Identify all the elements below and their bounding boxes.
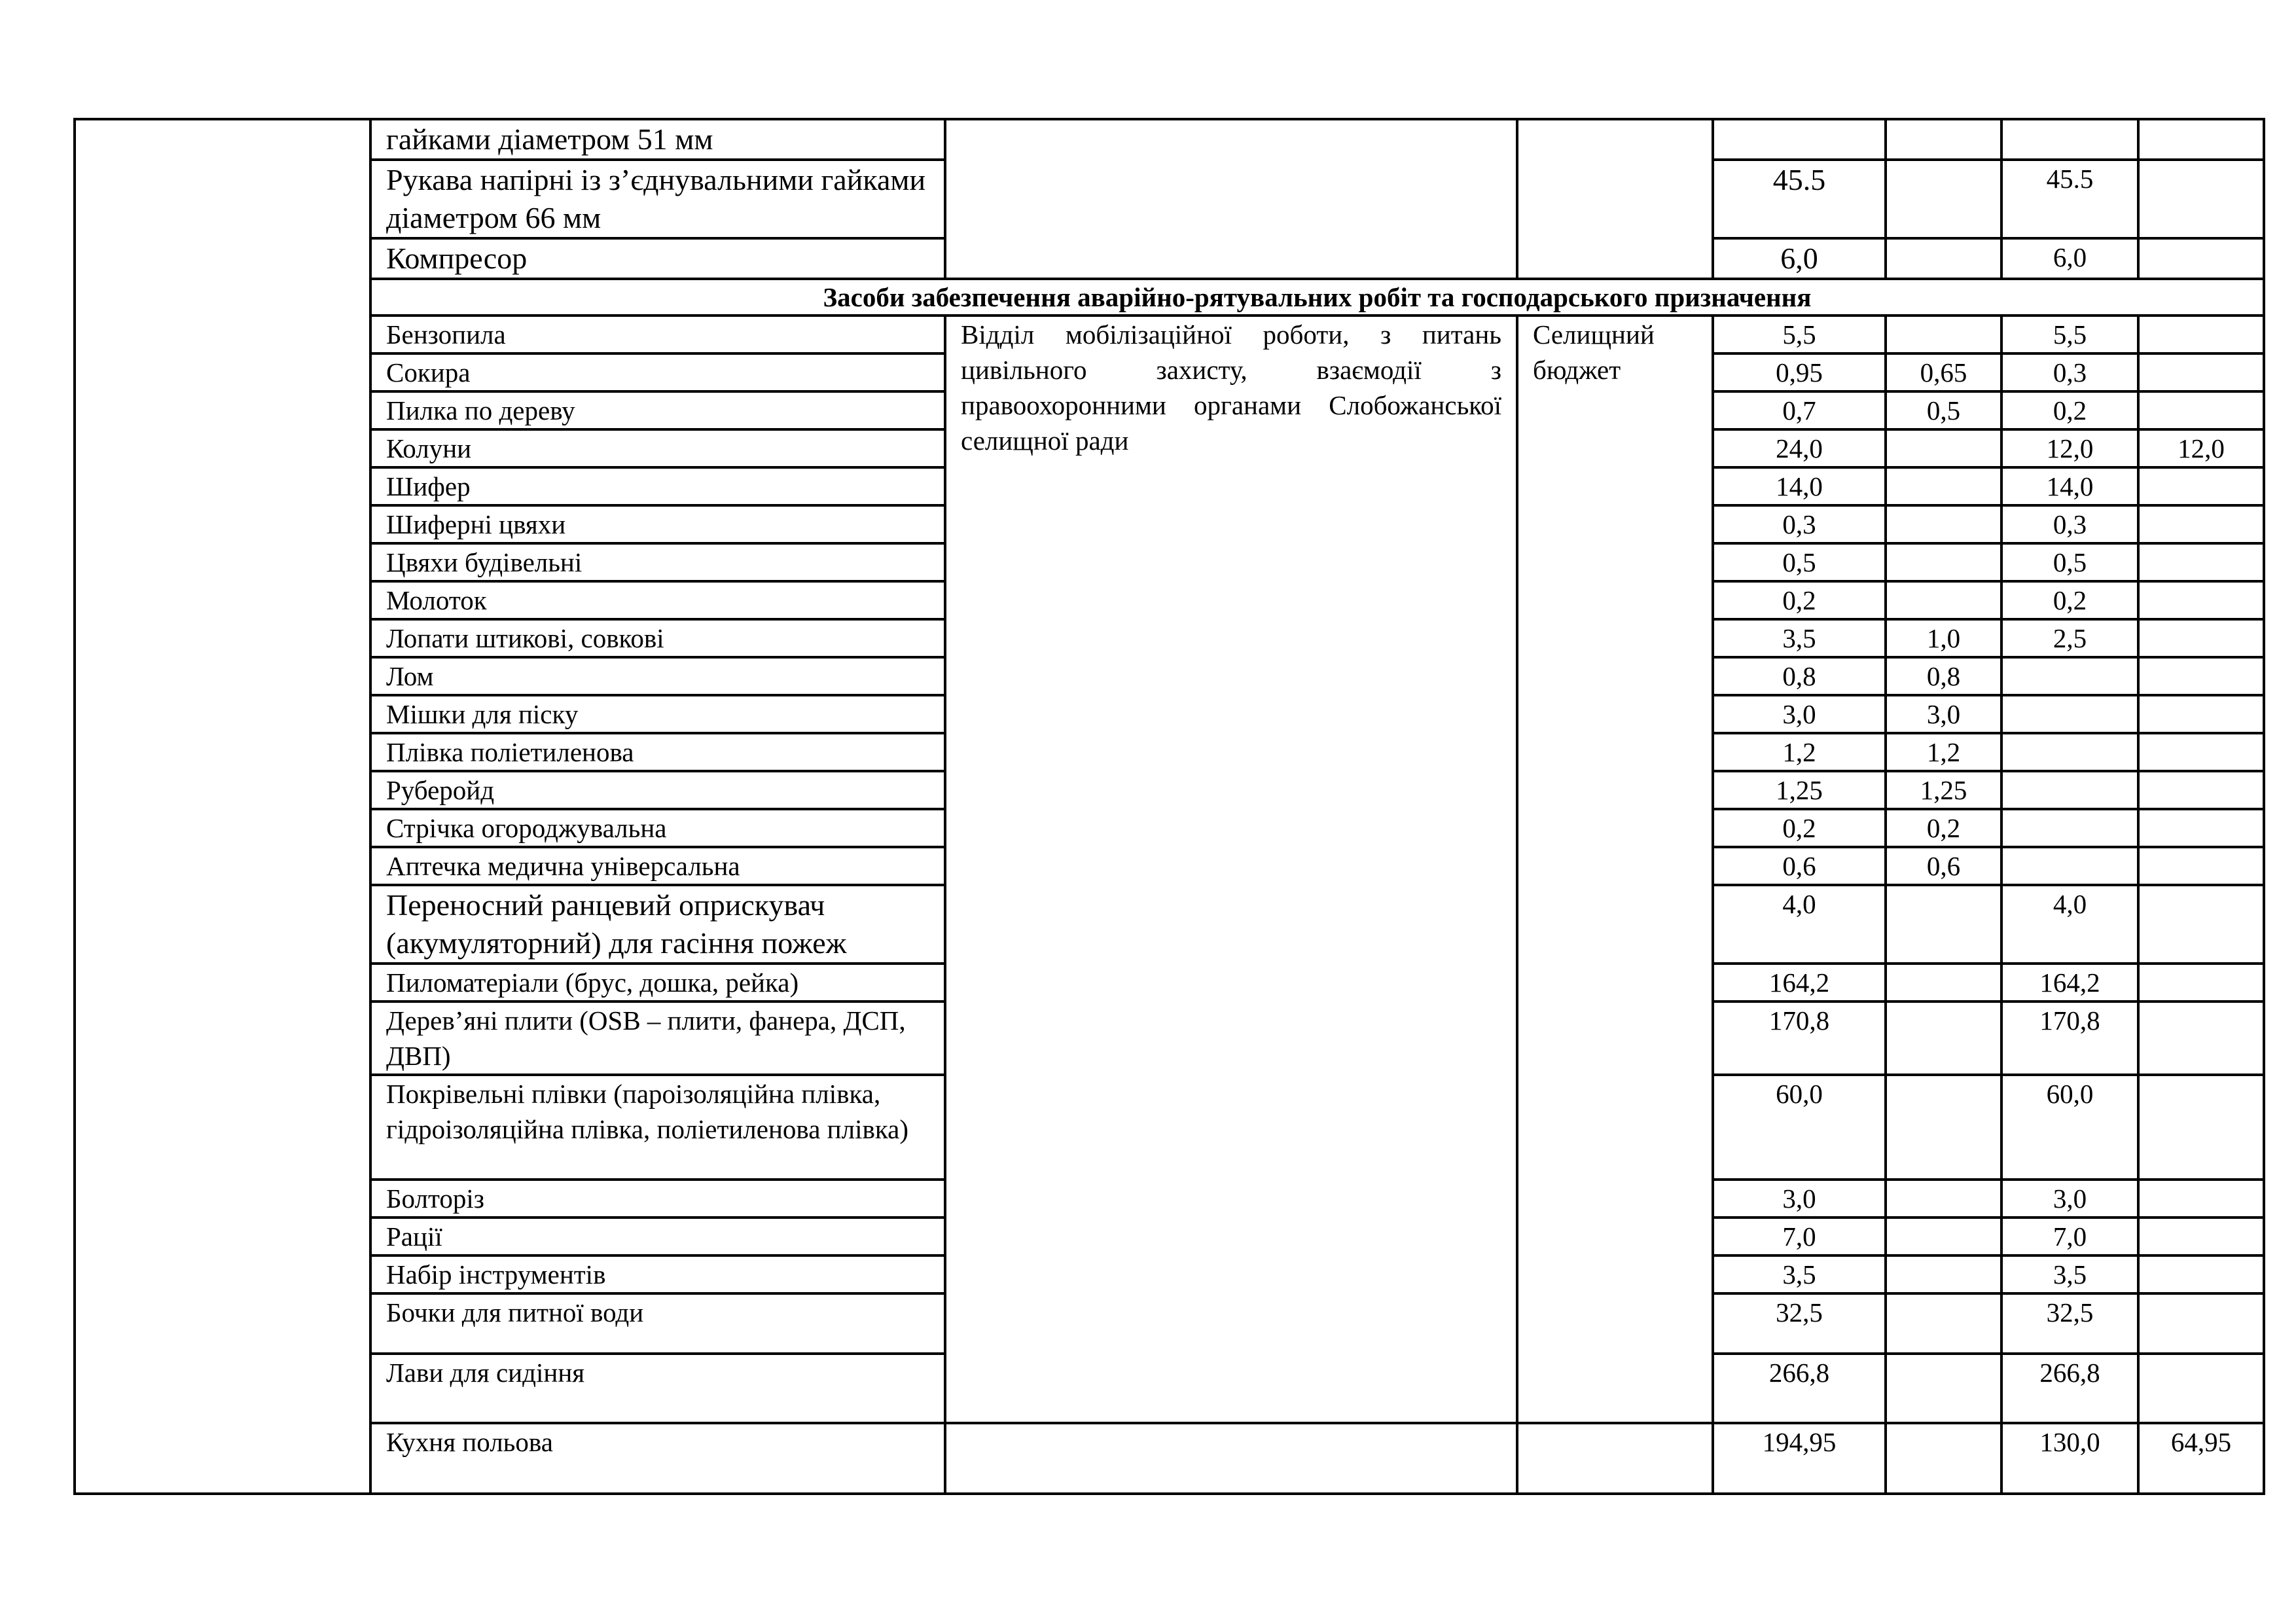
value-cell: 164,2 — [2001, 964, 2138, 1001]
value-cell — [2138, 619, 2264, 657]
item-name-cell: Лом — [370, 657, 945, 695]
value-cell: 1,25 — [1886, 771, 2001, 809]
value-cell — [1886, 316, 2001, 353]
total-cell: 60,0 — [1713, 1075, 1886, 1180]
total-cell: 4,0 — [1713, 885, 1886, 964]
value-cell — [2138, 771, 2264, 809]
item-name-cell: Пилка по дереву — [370, 391, 945, 429]
value-cell — [2138, 581, 2264, 619]
item-name-cell: Колуни — [370, 429, 945, 467]
total-cell: 7,0 — [1713, 1218, 1886, 1255]
value-cell — [2138, 467, 2264, 505]
value-cell — [2138, 1354, 2264, 1423]
value-cell: 0,2 — [1886, 809, 2001, 847]
total-cell: 3,0 — [1713, 1180, 1886, 1218]
item-name-cell: Болторіз — [370, 1180, 945, 1218]
item-name-cell: Кухня польова — [370, 1423, 945, 1494]
value-cell — [1886, 1423, 2001, 1494]
item-name-cell: Аптечка медична універсальна — [370, 847, 945, 885]
value-cell — [2138, 1075, 2264, 1180]
value-cell: 0,5 — [2001, 543, 2138, 581]
value-cell — [2138, 353, 2264, 391]
total-cell: 0,8 — [1713, 657, 1886, 695]
department-cell — [945, 119, 1517, 279]
value-cell — [1886, 1354, 2001, 1423]
value-cell: 170,8 — [2001, 1001, 2138, 1075]
total-cell: 14,0 — [1713, 467, 1886, 505]
total-cell: 3,0 — [1713, 695, 1886, 733]
value-cell — [1886, 1293, 2001, 1354]
value-cell — [2138, 1293, 2264, 1354]
value-cell: 64,95 — [2138, 1423, 2264, 1494]
budget-cell — [1517, 119, 1713, 279]
value-cell — [2138, 119, 2264, 160]
value-cell: 14,0 — [2001, 467, 2138, 505]
row-number-cell — [75, 119, 370, 1494]
total-cell: 45.5 — [1713, 160, 1886, 238]
value-cell — [2001, 119, 2138, 160]
value-cell — [1886, 543, 2001, 581]
section-header-row — [75, 279, 2264, 316]
value-cell — [2138, 238, 2264, 279]
total-cell: 0,2 — [1713, 581, 1886, 619]
item-name-cell: Набір інструментів — [370, 1255, 945, 1293]
value-cell: 4,0 — [2001, 885, 2138, 964]
value-cell — [2138, 809, 2264, 847]
value-cell — [1886, 429, 2001, 467]
value-cell — [2138, 505, 2264, 543]
total-cell: 0,3 — [1713, 505, 1886, 543]
value-cell: 266,8 — [2001, 1354, 2138, 1423]
value-cell — [2001, 809, 2138, 847]
value-cell: 0,6 — [1886, 847, 2001, 885]
item-name-cell: Руберойд — [370, 771, 945, 809]
value-cell — [2138, 1255, 2264, 1293]
value-cell: 5,5 — [2001, 316, 2138, 353]
budget-cell: Селищний бюджет — [1517, 316, 1713, 1423]
value-cell: 0,2 — [2001, 581, 2138, 619]
value-cell: 1,2 — [1886, 733, 2001, 771]
value-cell — [2138, 160, 2264, 238]
value-cell: 0,8 — [1886, 657, 2001, 695]
value-cell — [2138, 316, 2264, 353]
value-cell: 0,3 — [2001, 353, 2138, 391]
item-name-cell: Шифер — [370, 467, 945, 505]
item-name-cell: Бензопила — [370, 316, 945, 353]
value-cell — [2138, 964, 2264, 1001]
total-cell: 32,5 — [1713, 1293, 1886, 1354]
total-cell: 5,5 — [1713, 316, 1886, 353]
item-name-cell: Плівка поліетиленова — [370, 733, 945, 771]
department-cell: Відділ мобілізаційної роботи, з питань цивільного захисту, взаємодії з правоохоронними органами Слобожанської селищної ради — [945, 316, 1517, 1423]
value-cell — [2138, 885, 2264, 964]
budget-cell — [1517, 1423, 1713, 1494]
item-name-cell: Рації — [370, 1218, 945, 1255]
value-cell — [2138, 1218, 2264, 1255]
table-row — [75, 119, 2264, 160]
item-name-cell: Лопати штикові, совкові — [370, 619, 945, 657]
item-name-cell: Рукава напірні із з’єднувальними гайками діаметром 66 мм — [370, 160, 945, 238]
total-cell: 0,7 — [1713, 391, 1886, 429]
value-cell — [1886, 1075, 2001, 1180]
total-cell: 0,6 — [1713, 847, 1886, 885]
total-cell: 0,2 — [1713, 809, 1886, 847]
table-row — [75, 316, 2264, 353]
value-cell: 3,0 — [2001, 1180, 2138, 1218]
value-cell — [1886, 1218, 2001, 1255]
value-cell: 0,3 — [2001, 505, 2138, 543]
item-name-cell: Компресор — [370, 238, 945, 279]
value-cell — [2001, 847, 2138, 885]
value-cell: 12,0 — [2001, 429, 2138, 467]
value-cell — [2138, 657, 2264, 695]
total-cell: 3,5 — [1713, 1255, 1886, 1293]
item-name-cell: Дерев’яні плити (OSB – плити, фанера, ДСП, ДВП) — [370, 1001, 945, 1075]
value-cell: 0,2 — [2001, 391, 2138, 429]
equipment-table — [73, 118, 2265, 1495]
value-cell: 12,0 — [2138, 429, 2264, 467]
item-name-cell: Бочки для питної води — [370, 1293, 945, 1354]
value-cell — [2138, 543, 2264, 581]
value-cell: 3,0 — [1886, 695, 2001, 733]
department-cell — [945, 1423, 1517, 1494]
value-cell — [1886, 238, 2001, 279]
total-cell: 164,2 — [1713, 964, 1886, 1001]
value-cell: 7,0 — [2001, 1218, 2138, 1255]
value-cell: 3,5 — [2001, 1255, 2138, 1293]
value-cell — [2001, 733, 2138, 771]
total-cell: 0,95 — [1713, 353, 1886, 391]
table-row — [75, 1423, 2264, 1494]
section-title: Засоби забезпечення аварійно-рятувальних робіт та господарського призначення — [370, 279, 2264, 316]
value-cell — [1886, 160, 2001, 238]
value-cell: 1,0 — [1886, 619, 2001, 657]
value-cell — [2138, 847, 2264, 885]
total-cell: 3,5 — [1713, 619, 1886, 657]
value-cell — [2138, 733, 2264, 771]
total-cell: 1,2 — [1713, 733, 1886, 771]
item-name-cell: Пиломатеріали (брус, дошка, рейка) — [370, 964, 945, 1001]
value-cell — [1886, 885, 2001, 964]
value-cell — [1886, 505, 2001, 543]
value-cell: 0,5 — [1886, 391, 2001, 429]
value-cell — [2001, 771, 2138, 809]
item-name-cell: Стрічка огороджувальна — [370, 809, 945, 847]
item-name-cell: Лави для сидіння — [370, 1354, 945, 1423]
value-cell — [2138, 1001, 2264, 1075]
total-cell: 266,8 — [1713, 1354, 1886, 1423]
value-cell — [1886, 1001, 2001, 1075]
value-cell — [1886, 467, 2001, 505]
total-cell: 0,5 — [1713, 543, 1886, 581]
value-cell: 32,5 — [2001, 1293, 2138, 1354]
value-cell — [2138, 1180, 2264, 1218]
value-cell — [1886, 119, 2001, 160]
item-name-cell: Молоток — [370, 581, 945, 619]
total-cell: 194,95 — [1713, 1423, 1886, 1494]
item-name-cell: гайками діаметром 51 мм — [370, 119, 945, 160]
value-cell — [1886, 1180, 2001, 1218]
value-cell — [1886, 964, 2001, 1001]
value-cell — [2138, 695, 2264, 733]
value-cell: 45.5 — [2001, 160, 2138, 238]
item-name-cell: Покрівельні плівки (пароізоляційна плівка, гідроізоляційна плівка, поліетиленова плівка) — [370, 1075, 945, 1180]
value-cell — [1886, 581, 2001, 619]
item-name-cell: Переносний ранцевий оприскувач (акумуляторний) для гасіння пожеж — [370, 885, 945, 964]
total-cell: 24,0 — [1713, 429, 1886, 467]
value-cell — [1886, 1255, 2001, 1293]
item-name-cell: Сокира — [370, 353, 945, 391]
item-name-cell: Мішки для піску — [370, 695, 945, 733]
total-cell: 1,25 — [1713, 771, 1886, 809]
total-cell: 6,0 — [1713, 238, 1886, 279]
value-cell: 60,0 — [2001, 1075, 2138, 1180]
value-cell — [2138, 391, 2264, 429]
item-name-cell: Шиферні цвяхи — [370, 505, 945, 543]
value-cell — [2001, 657, 2138, 695]
value-cell: 0,65 — [1886, 353, 2001, 391]
total-cell: 170,8 — [1713, 1001, 1886, 1075]
value-cell: 130,0 — [2001, 1423, 2138, 1494]
item-name-cell: Цвяхи будівельні — [370, 543, 945, 581]
value-cell: 2,5 — [2001, 619, 2138, 657]
total-cell — [1713, 119, 1886, 160]
value-cell — [2001, 695, 2138, 733]
value-cell: 6,0 — [2001, 238, 2138, 279]
